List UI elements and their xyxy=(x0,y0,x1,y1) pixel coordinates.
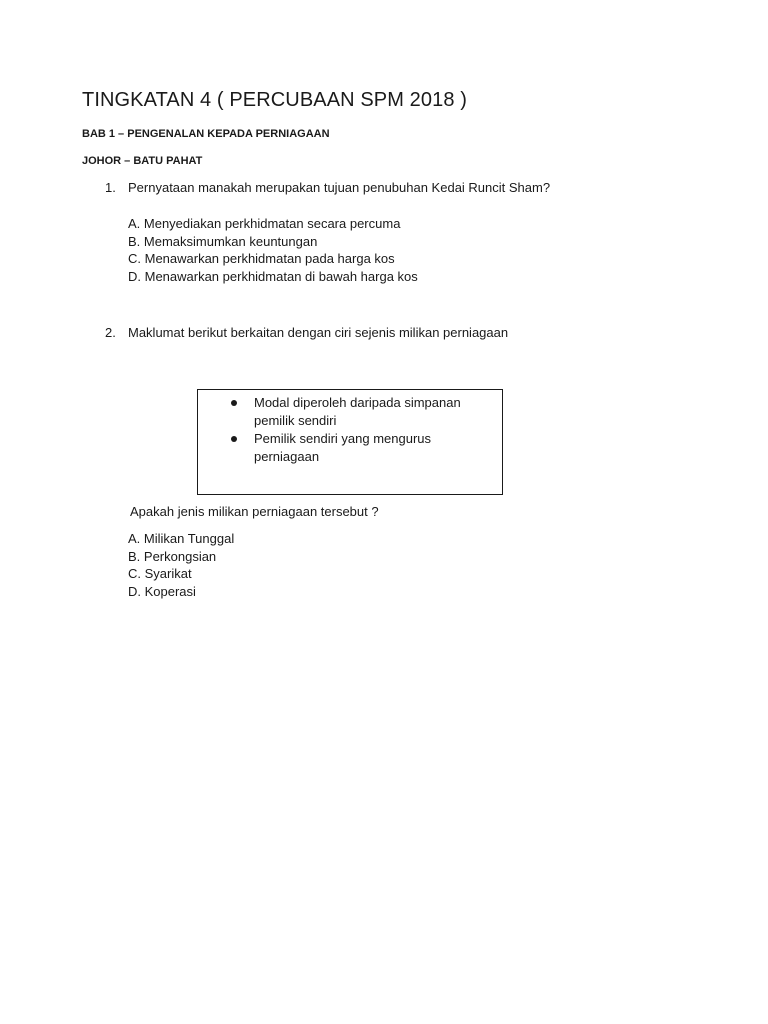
question-1-number: 1. xyxy=(105,180,116,195)
question-2-text: Maklumat berikut berkaitan dengan ciri sejenis milikan perniagaan xyxy=(128,325,509,340)
question-1-text: Pernyataan manakah merupakan tujuan penubuhan Kedai Runcit Sham? xyxy=(128,180,551,195)
question-2-options xyxy=(128,530,234,600)
question-1-option-a: A. Menyediakan perkhidmatan secara percuma xyxy=(128,216,401,231)
page-title: TINGKATAN 4 ( PERCUBAAN SPM 2018 ) xyxy=(82,89,467,111)
question-1-option-c: C. Menawarkan perkhidmatan pada harga kos xyxy=(128,251,395,266)
info-box-item-text: Pemilik sendiri yang mengurus perniagaan xyxy=(254,431,432,464)
bullet-icon xyxy=(231,400,237,406)
question-1-option-b: B. Memaksimumkan keuntungan xyxy=(128,233,318,249)
question-2-prompt: Apakah jenis milikan perniagaan tersebut ? xyxy=(130,504,379,519)
question-1-options xyxy=(128,215,418,285)
info-box-bullets xyxy=(228,394,484,466)
location-heading: JOHOR – BATU PAHAT xyxy=(82,155,203,167)
chapter-heading: BAB 1 – PENGENALAN KEPADA PERNIAGAAN xyxy=(82,128,330,140)
question-2-option-a: A. Milikan Tunggal xyxy=(128,531,235,546)
bullet-icon xyxy=(231,436,237,442)
info-box xyxy=(197,389,503,495)
question-1-option-d: D. Menawarkan perkhidmatan di bawah harga kos xyxy=(128,268,418,284)
question-2-number: 2. xyxy=(105,325,116,340)
info-box-item-text: Modal diperoleh daripada simpanan pemilik sendiri xyxy=(254,395,461,428)
question-2-option-d: D. Koperasi xyxy=(128,583,196,599)
question-2-option-b: B. Perkongsian xyxy=(128,548,217,564)
info-box-item xyxy=(228,430,484,466)
info-box-item xyxy=(228,394,484,430)
question-2-option-c: C. Syarikat xyxy=(128,566,192,581)
